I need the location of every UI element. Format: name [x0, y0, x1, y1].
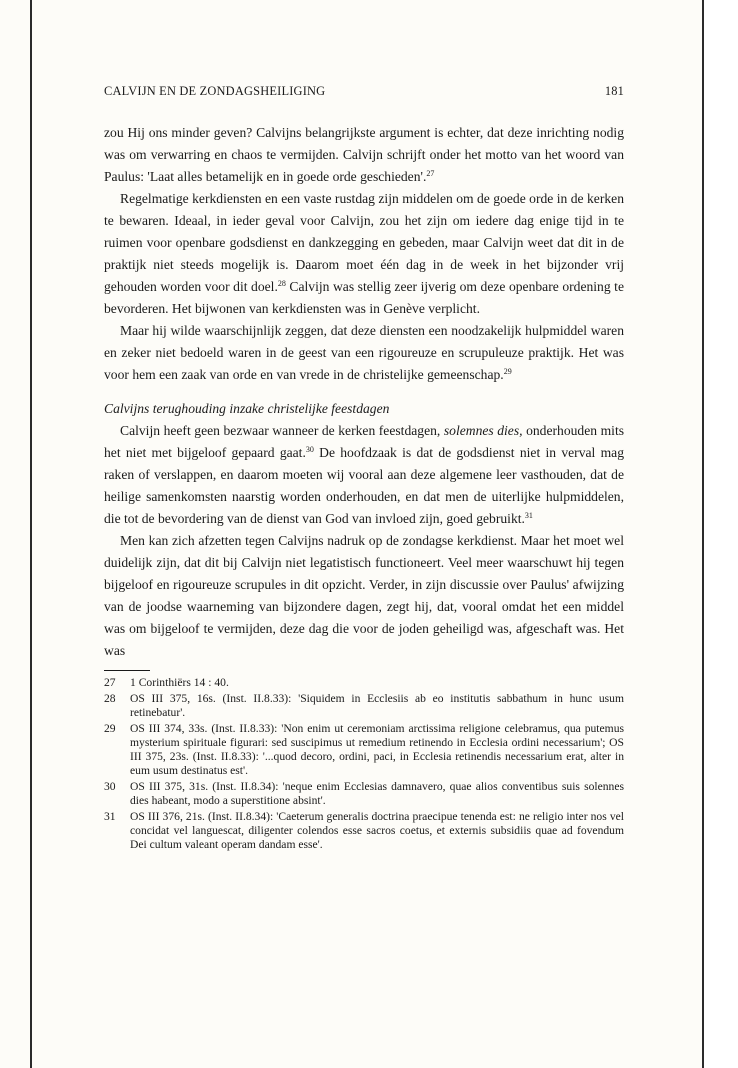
paragraph-2 — [104, 188, 624, 320]
paragraph-2-text-b: Calvijn was stellig zeer ijverig om deze openbare ordening te bevorderen. Het bijwonen van kerkdiensten was in Genève verplicht. — [104, 279, 624, 316]
paragraph-2-text-a: Regelmatige kerkdiensten en een vaste rustdag zijn middelen om de goede orde in de kerken te bewaren. Ideaal, in ieder geval voor Calvijn, zou het zijn om iedere dag enige tijd in te ruimen voor openbare godsdienst en dankzegging en gebeden, maar Calvijn weet dat dit in de praktijk niet steeds mogelijk is. Daarom moet één dag in de week in het bijzonder vrij gehouden worden voor dit doel. — [104, 191, 624, 294]
footnote-number: 30 — [104, 780, 116, 793]
paragraph-3-text: Maar hij wilde waarschijnlijk zeggen, dat deze diensten een noodzakelijk hulpmiddel waren en zeker niet bedoeld waren in de geest van een rigoureuze en scrupuleuze praktijk. Het was voor hem een zaak van orde en van vrede in de christelijke gemeenschap. — [104, 323, 624, 382]
page-number: 181 — [604, 84, 624, 98]
paragraph-4 — [104, 420, 624, 530]
paragraph-4-text-b: onderhouden mits het niet met bijgeloof gepaard gaat. — [104, 423, 625, 460]
footnote-number: 31 — [104, 810, 116, 823]
book-page — [104, 80, 624, 854]
section-heading: Calvijns terughouding inzake christelijke feestdagen — [104, 401, 390, 416]
footnote — [104, 780, 624, 808]
paragraph-5 — [104, 530, 624, 662]
paragraph-3 — [104, 320, 624, 386]
scan-edge-left — [30, 0, 32, 1068]
footnote-text: 1 Corinthiërs 14 : 40. — [130, 676, 229, 689]
footnotes — [104, 676, 624, 852]
paragraph-1-text: zou Hij ons minder geven? Calvijns belangrijkste argument is echter, dat deze inrichting nodig was om verwarring en chaos te vermijden. Calvijn schrijft onder het motto van het woord van Paulus: 'Laat alles betamelijk en in goede orde geschieden'. — [104, 125, 624, 184]
footnote-text: OS III 376, 21s. (Inst. II.8.34): 'Caeterum generalis doctrina praecipue tenenda est: ne religio inter nos vel concidat vel languescat, diligenter colendos esse sacros coetus, et externis subsidiis quae ad fovendum Dei cultum valeant operam dandam esse'. — [130, 810, 624, 851]
scan-margin-right — [704, 0, 738, 1068]
footnote — [104, 692, 624, 720]
footnote-ref-27: 27 — [426, 169, 435, 178]
footnote-number: 29 — [104, 722, 116, 735]
footnote — [104, 810, 624, 852]
paragraph-1 — [104, 122, 624, 188]
footnote-ref-29: 29 — [503, 367, 512, 376]
footnote-text: OS III 375, 31s. (Inst. II.8.34): 'neque enim Ecclesias damnavero, quae alios conventibus suis solennes dies habeant, modo a superstitione absint'. — [130, 780, 624, 807]
footnote-number: 27 — [104, 676, 116, 689]
paragraph-4-text-a: Calvijn heeft geen bezwaar wanneer de kerken feestdagen, — [120, 423, 444, 438]
paragraph-4-italic: solemnes dies, — [443, 423, 523, 438]
footnote-ref-28: 28 — [277, 279, 286, 288]
footnote — [104, 722, 624, 778]
footnote-number: 28 — [104, 692, 116, 705]
running-head — [104, 80, 624, 102]
footnote-text: OS III 375, 16s. (Inst. II.8.33): 'Siquidem in Ecclesiis ab eo institutis sabbathum in hunc usum retinebatur'. — [130, 692, 624, 719]
footnote-text: OS III 374, 33s. (Inst. II.8.33): 'Non enim ut ceremoniam arctissima religione celebramus, qua putemus mysterium spirituale figurari: sed suscipimus ut remedium retinendo in Ecclesia ordini necessarium'; OS III 375, 23s. (Inst. II.8.33): '...quod decoro, ordini, paci, in Ecclesia retinendis necessarium erat, alter in eum usum destinatus est'. — [130, 722, 624, 777]
running-title: CALVIJN EN DE ZONDAGSHEILIGING — [104, 84, 326, 98]
footnote-rule — [104, 670, 150, 671]
paragraph-4-text-c: De hoofdzaak is dat de godsdienst niet in verval mag raken of verslappen, en daarom moeten wij vooral aan deze algemene leer vasthouden, dat de heilige samenkomsten naarstig worden onderhouden, en dat men de uiterlijke hulpmiddelen, die tot de bevordering van de dienst van God van invloed zijn, goed gebruikt. — [104, 445, 624, 526]
footnote — [104, 676, 624, 690]
footnote-ref-31: 31 — [524, 511, 533, 520]
paragraph-5-text: Men kan zich afzetten tegen Calvijns nadruk op de zondagse kerkdienst. Maar het moet wel duidelijk zijn, dat dit bij Calvijn niet legatistisch functioneert. Veel meer waarschuwt hij tegen bijgeloof en rigoureuze scrupules in dit opzicht. Verder, in zijn discussie over Paulus' afwijzing van de joodse waarneming van bijzondere dagen, zegt hij, dat, vooral omdat het een middel was om bijgeloof te vermijden, deze dag die voor de joden geheiligd was, afgeschaft was. Het was — [104, 533, 624, 658]
footnote-ref-30: 30 — [305, 445, 314, 454]
